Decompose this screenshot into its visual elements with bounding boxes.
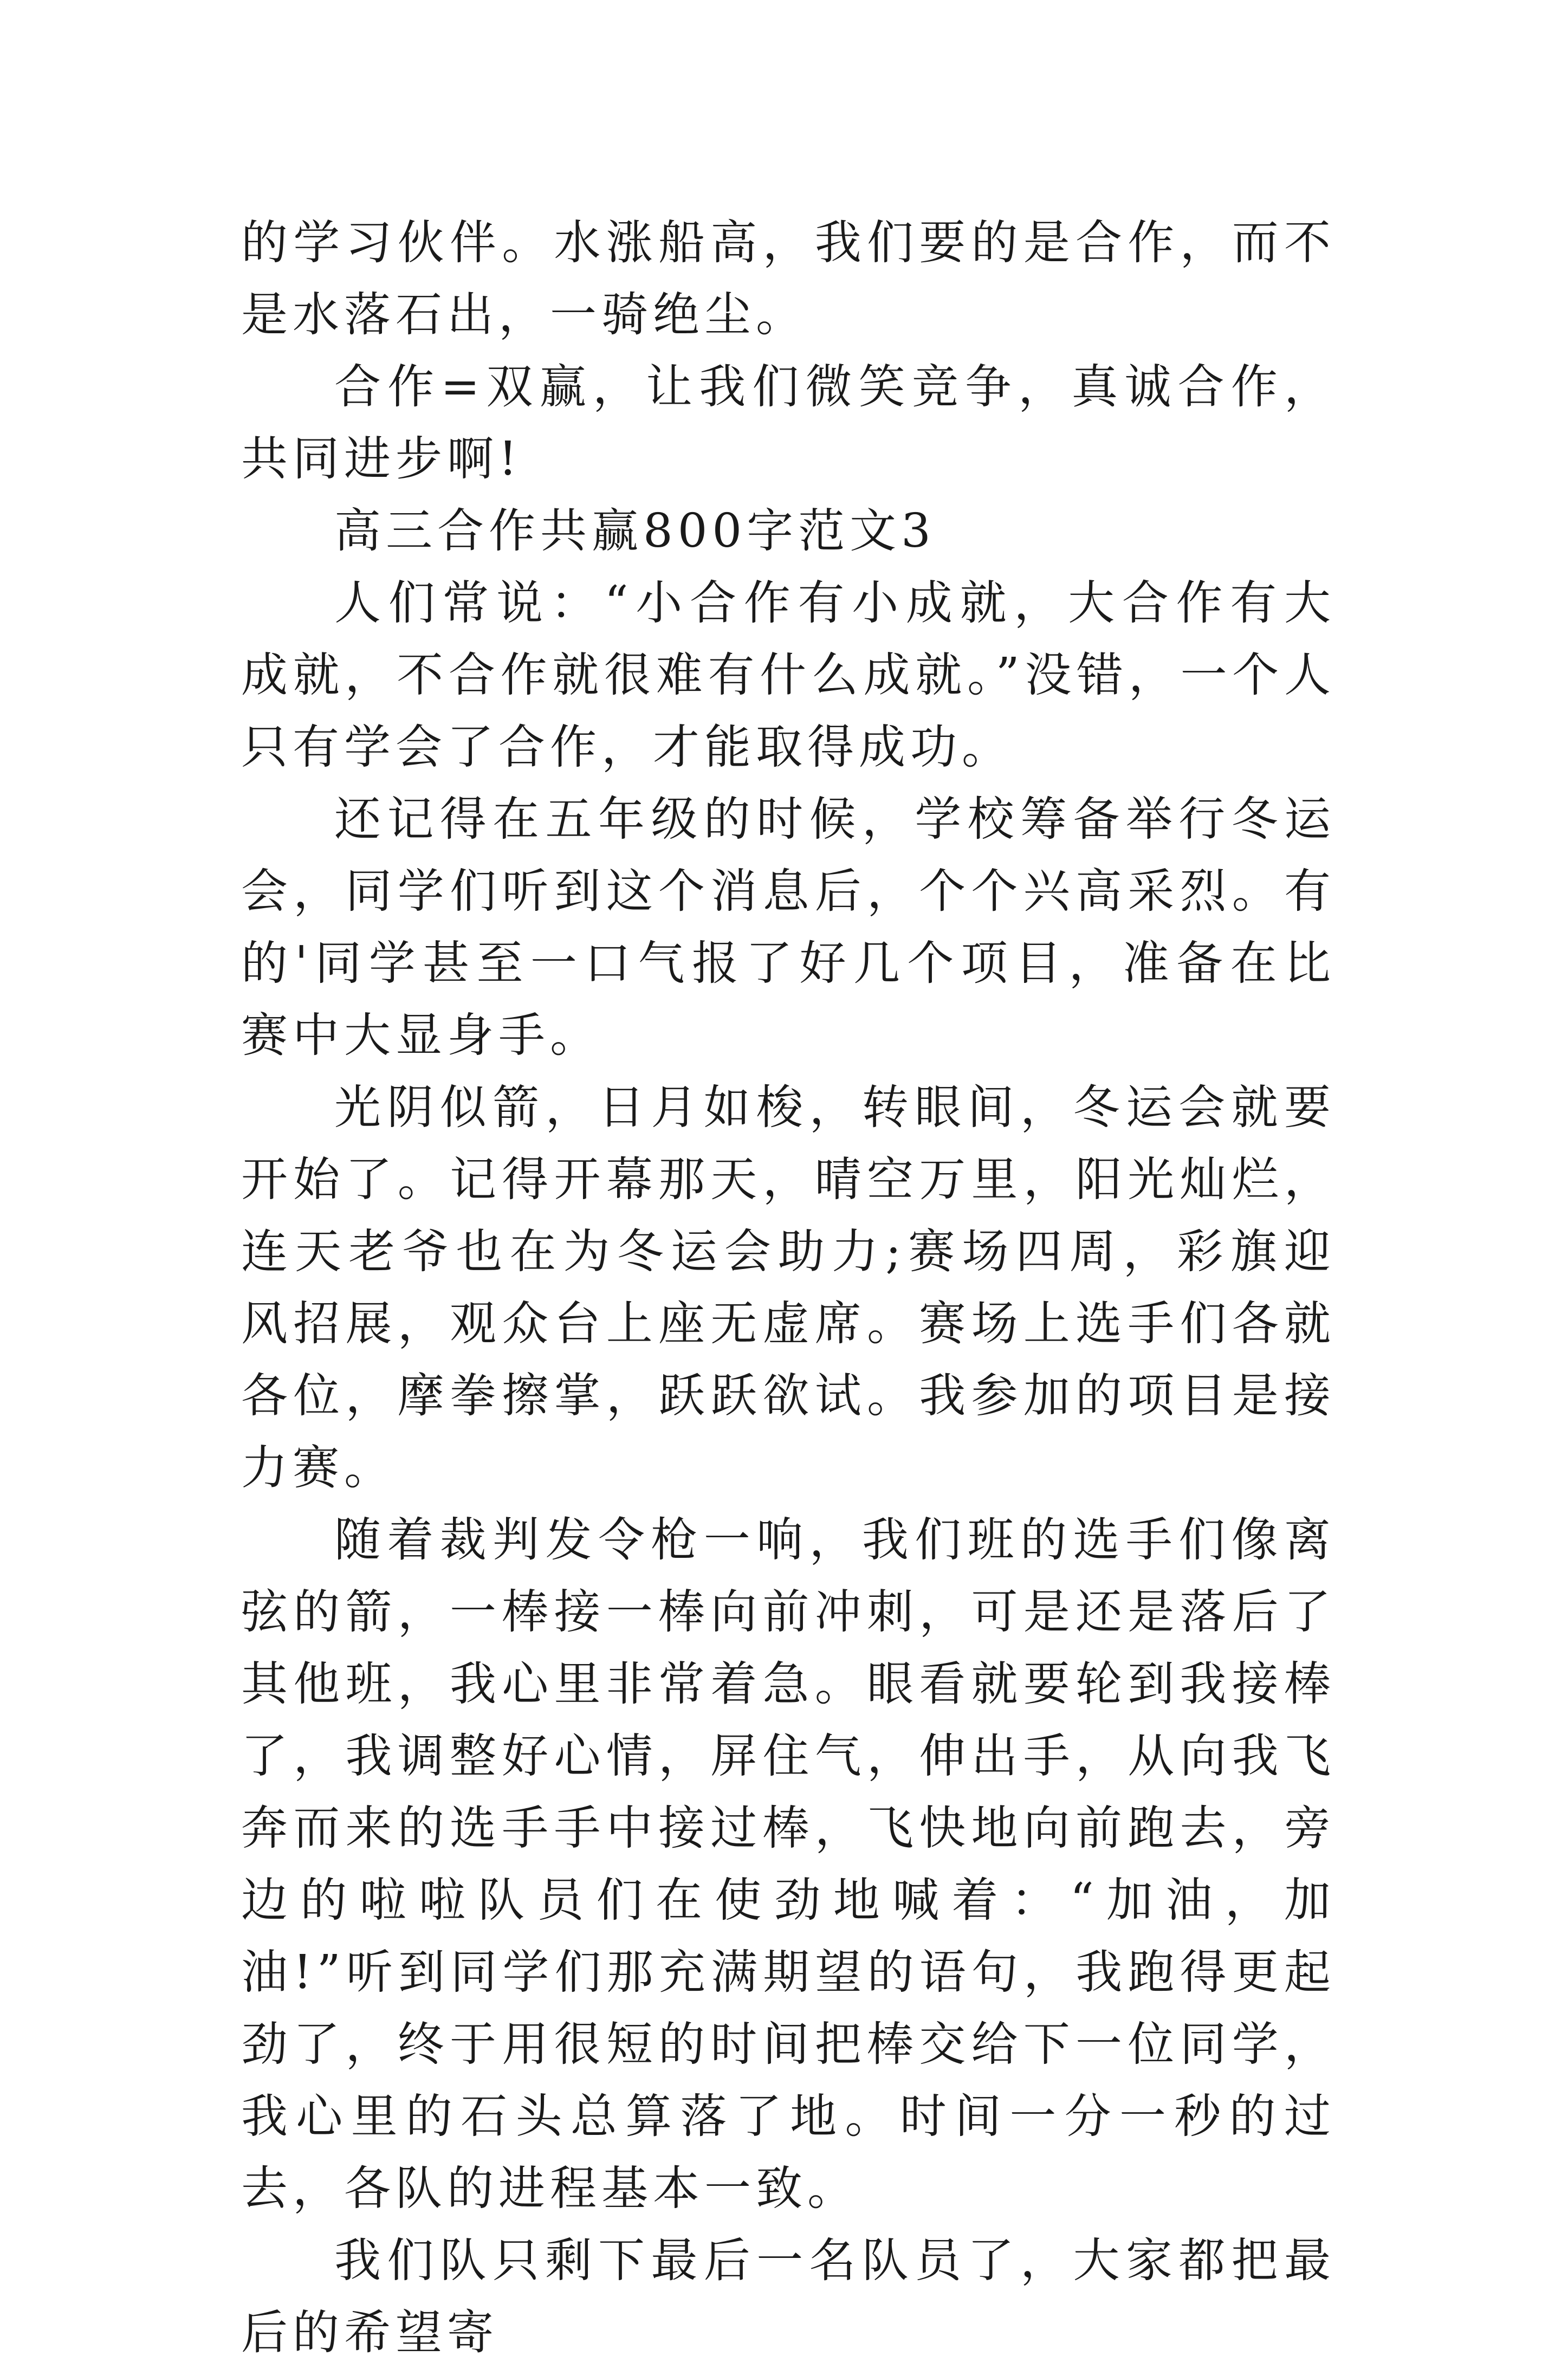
paragraph-continuation: 的学习伙伴。水涨船高，我们要的是合作，而不是水落石出，一骑绝尘。 — [241, 216, 1336, 342]
paragraph-cooperation-win: 合作=双赢，让我们微笑竞争，真诚合作，共同进步啊! — [241, 360, 1336, 486]
document-body — [241, 207, 1336, 2369]
essay-title: 高三合作共赢800字范文3 — [334, 504, 936, 558]
paragraph-winter-games: 还记得在五年级的时候，学校筹备举行冬运会，同学们听到这个消息后，个个兴高采烈。有的'同学甚至一口气报了好几个项目，准备在比赛中大显身手。 — [241, 792, 1336, 1063]
paragraph-opening-day: 光阴似箭，日月如梭，转眼间，冬运会就要开始了。记得开幕那天，晴空万里，阳光灿烂，连天老爷也在为冬运会助力;赛场四周，彩旗迎风招展，观众台上座无虚席。赛场上选手们各就各位，摩拳擦掌，跃跃欲试。我参加的项目是接力赛。 — [241, 1080, 1336, 1495]
paragraph-relay-race: 随着裁判发令枪一响，我们班的选手们像离弦的箭，一棒接一棒向前冲刺，可是还是落后了其他班，我心里非常着急。眼看就要轮到我接棒了，我调整好心情，屏住气，伸出手，从向我飞奔而来的选手手中接过棒，飞快地向前跑去，旁边的啦啦队员们在使劲地喊着：“加油，加油!”听到同学们那充满期望的语句，我跑得更起劲了，终于用很短的时间把棒交给下一位同学，我心里的石头总算落了地。时间一分一秒的过去，各队的进程基本一致。 — [241, 1513, 1336, 2216]
paragraph-people-say: 人们常说：“小合作有小成就，大合作有大成就，不合作就很难有什么成就。”没错，一个人只有学会了合作，才能取得成功。 — [241, 576, 1336, 774]
paragraph-last-runner: 我们队只剩下最后一名队员了，大家都把最后的希望寄 — [241, 2234, 1336, 2360]
